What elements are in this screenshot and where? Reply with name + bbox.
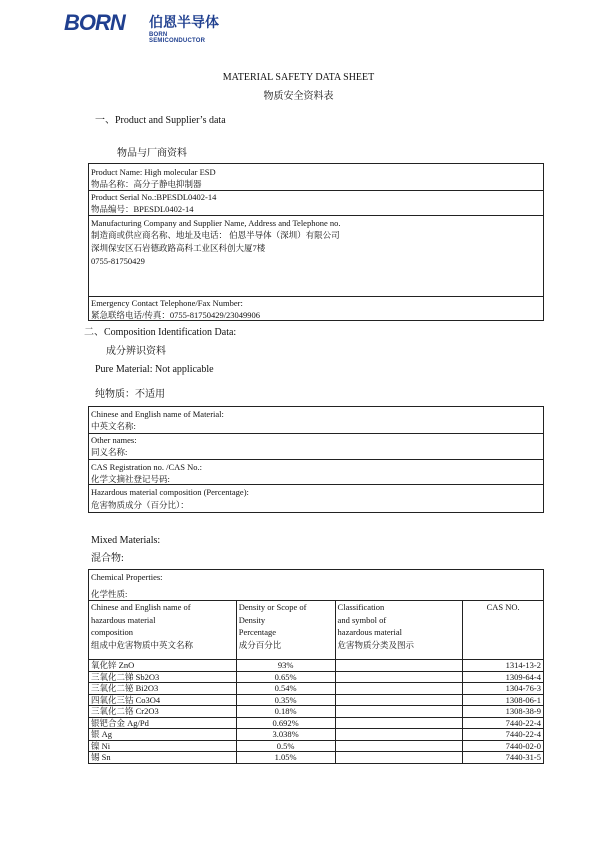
header-name: Chinese and English name of hazardous material composition 组成中危害物质中英文名称 [89,601,237,660]
table-row: 三氧化二铋 Bi2O3 0.54% 1304-76-3 [89,683,544,695]
other-names-en: Other names: [91,435,137,445]
header-classification: Classification and symbol of hazardous material 危害物质分类及图示 [335,601,463,660]
header-percentage: Density or Scope of Density Percentage 成分百分比 [236,601,335,660]
table-row: 四氧化三钴 Co3O4 0.35% 1308-06-1 [89,694,544,706]
header-cas: CAS NO. [463,601,544,660]
doc-title-en: MATERIAL SAFETY DATA SHEET [222,72,375,83]
company-name-en: BORN SEMICONDUCTOR [149,32,206,44]
chem-name-en: Chinese and English name of Material: [91,409,224,419]
other-names-cn: 同义名称: [91,447,128,457]
product-name-en: Product Name: High molecular ESD [91,167,216,177]
section1-subheading: 物品与厂商资料 [117,148,187,159]
mixed-materials-table [88,600,544,764]
pure-material-en: Pure Material: Not applicable [95,364,214,375]
cas-registration-en: CAS Registration no. /CAS No.: [91,462,202,472]
manufacturer-cn: 制造商或供应商名称、地址及电话： 伯恩半导体（深圳）有限公司 [91,230,340,240]
phone: 0755-81750429 [91,256,145,266]
chem-props-cn: 化学性质: [91,589,128,599]
section2-heading: 二、Composition Identification Data: [84,327,237,338]
chem-name-cn: 中英文名称: [91,421,136,431]
address: 深圳保安区石岩德政路高科工业区科创大厦7楼 [91,243,266,253]
table-row: 三氧化二铬 Cr2O3 0.18% 1308-38-9 [89,706,544,718]
product-info-box [88,163,544,321]
pure-material-box [88,406,544,513]
logo-text: BORN [64,10,125,35]
table-header-row [89,601,544,660]
table-row: 镍 Ni 0.5% 7440-02-0 [89,740,544,752]
table-row: 氧化锌 ZnO 93% 1314-13-2 [89,660,544,672]
company-logo [64,10,224,44]
section2-subheading: 成分辨识资料 [106,346,166,357]
mixed-materials-cn: 混合物: [91,553,124,564]
chem-props-en: Chemical Properties: [91,572,163,582]
table-row: 锡 Sn 1.05% 7440-31-5 [89,752,544,764]
table-row: 银钯合金 Ag/Pd 0.692% 7440-22-4 [89,717,544,729]
mixed-materials-en: Mixed Materials: [91,535,161,546]
pure-material-cn: 纯物质：不适用 [95,389,165,400]
serial-en: Product Serial No.:BPESDL0402-14 [91,192,217,202]
doc-title-cn: 物质安全资料表 [263,91,334,102]
chemical-properties-box [88,569,544,601]
manufacturer-en: Manufacturing Company and Supplier Name, Address and Telephone no. [91,218,341,228]
emergency-cn: 紧急联络电话/传真：0755-81750429/23049906 [91,310,261,320]
hazard-composition-cn: 危害物质成分（百分比）： [91,500,189,510]
cas-registration-cn: 化学文摘社登记号码: [91,474,170,484]
table-row: 三氧化二锑 Sb2O3 0.65% 1309-64-4 [89,671,544,683]
hazard-composition-en: Hazardous material composition (Percentage): [91,487,249,497]
company-name-cn: 伯恩半导体 [149,15,219,31]
emergency-en: Emergency Contact Telephone/Fax Number: [91,298,243,308]
section1-heading: 一、Product and Supplier’s data [95,115,226,126]
product-name-cn: 物品名称：高分子静电抑制器 [91,179,202,189]
serial-cn: 物品编号：BPESDL0402-14 [91,204,194,214]
table-row: 银 Ag 3.038% 7440-22-4 [89,729,544,741]
